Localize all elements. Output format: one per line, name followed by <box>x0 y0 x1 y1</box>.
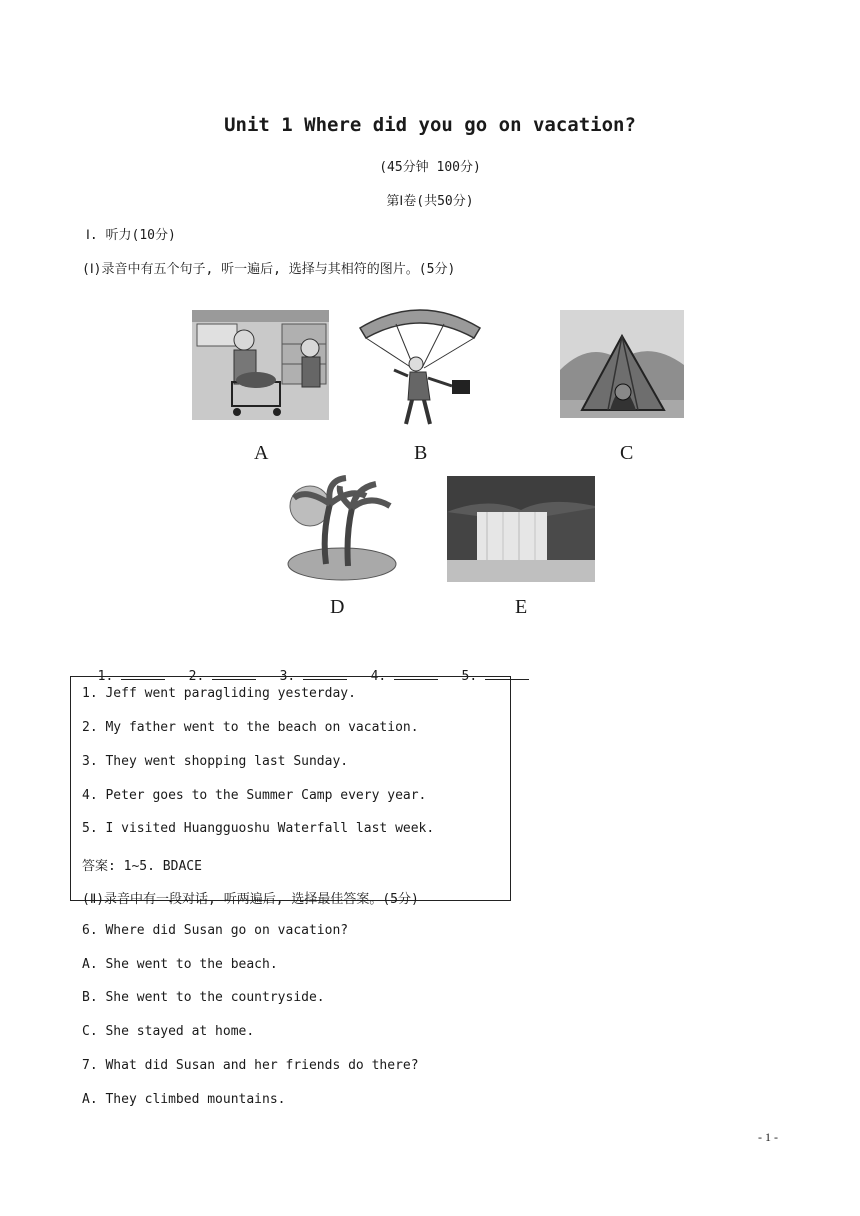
transcript-line: 2. My father went to the beach on vacation. <box>82 720 419 735</box>
picture-label-e: E <box>515 596 528 618</box>
transcript-line: 4. Peter goes to the Summer Camp every year. <box>82 788 427 803</box>
option-c: C. She stayed at home. <box>82 1024 255 1039</box>
camping-tent-image <box>560 310 684 418</box>
option-a: A. She went to the beach. <box>82 957 278 972</box>
transcript-line: 3. They went shopping last Sunday. <box>82 754 349 769</box>
page-title: Unit 1 Where did you go on vacation? <box>224 114 636 136</box>
picture-label-c: C <box>620 442 634 464</box>
beach-island-image <box>286 474 398 582</box>
option-b: B. She went to the countryside. <box>82 990 325 1005</box>
time-score: (45分钟 100分) <box>379 160 481 175</box>
transcript-line: 1. Jeff went paragliding yesterday. <box>82 686 356 701</box>
paragliding-image <box>356 298 484 434</box>
blank-label-1: 1. <box>97 669 114 684</box>
blank-label-5: 5. <box>461 669 478 684</box>
picture-label-b: B <box>414 442 428 464</box>
blank-label-2: 2. <box>188 669 205 684</box>
volume-heading: 第Ⅰ卷(共50分) <box>386 194 474 209</box>
picture-label-d: D <box>330 596 345 618</box>
blank-label-4: 4. <box>370 669 387 684</box>
transcript-line: 5. I visited Huangguoshu Waterfall last week. <box>82 821 435 836</box>
blank-label-3: 3. <box>279 669 296 684</box>
page-number: - 1 - <box>758 1130 778 1144</box>
part1-instruction: (Ⅰ)录音中有五个句子, 听一遍后, 选择与其相符的图片。(5分) <box>82 262 456 277</box>
option-a: A. They climbed mountains. <box>82 1092 286 1107</box>
question-7: 7. What did Susan and her friends do there? <box>82 1058 419 1073</box>
waterfall-image <box>447 476 595 582</box>
supermarket-shopping-image <box>192 310 329 420</box>
part2-instruction: (Ⅱ)录音中有一段对话, 听两遍后, 选择最佳答案。(5分) <box>82 892 419 907</box>
question-6: 6. Where did Susan go on vacation? <box>82 923 349 938</box>
picture-label-a: A <box>254 442 269 464</box>
answer-key: 答案: 1~5. BDACE <box>82 859 202 874</box>
section-heading: Ⅰ. 听力(10分) <box>86 228 176 243</box>
